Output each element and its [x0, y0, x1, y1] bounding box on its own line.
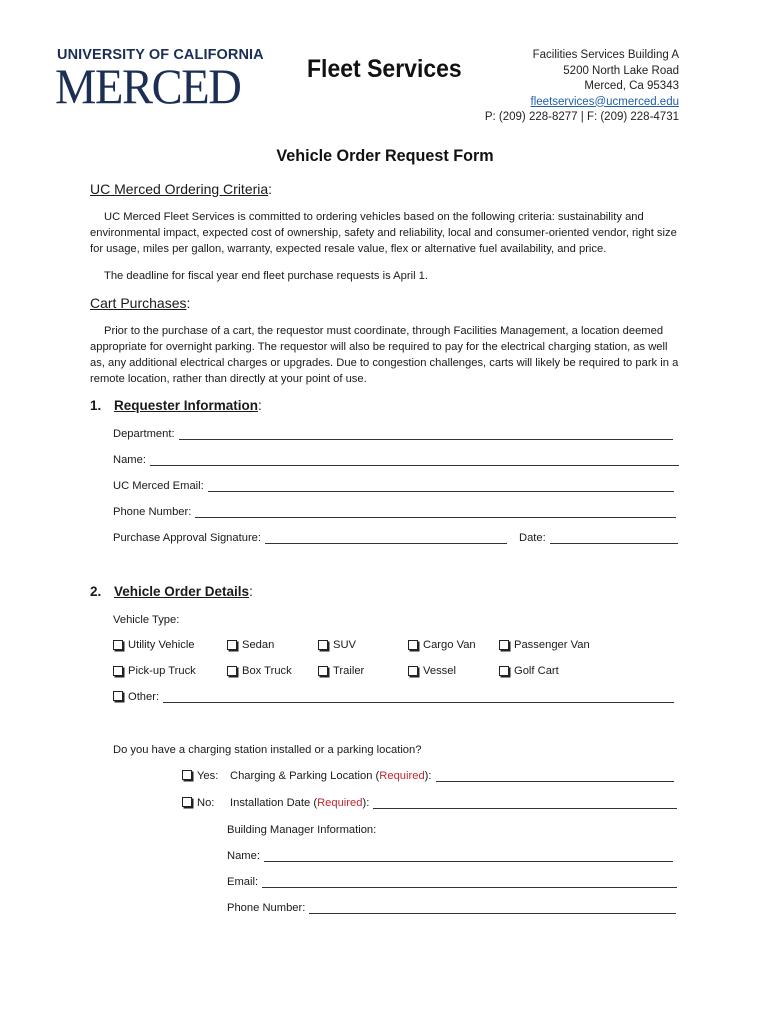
checkbox-icon[interactable] — [113, 691, 123, 701]
criteria-heading: UC Merced Ordering Criteria: — [90, 181, 273, 197]
checkbox-icon — [408, 640, 418, 650]
checkbox-golf-cart[interactable]: Golf Cart — [499, 665, 559, 677]
checkbox-box-truck[interactable]: Box Truck — [227, 665, 292, 677]
name-field[interactable]: Name: — [113, 454, 679, 466]
checkbox-trailer[interactable]: Trailer — [318, 665, 364, 677]
checkbox-icon — [113, 640, 123, 650]
bm-phone-field[interactable]: Phone Number: — [227, 902, 676, 914]
contact-city: Merced, Ca 95343 — [584, 80, 679, 92]
checkbox-sedan[interactable]: Sedan — [227, 639, 274, 651]
building-manager-label: Building Manager Information: — [227, 824, 377, 836]
logo-university-text: UNIVERSITY OF CALIFORNIA — [57, 47, 264, 63]
section2-heading: 2. Vehicle Order Details: — [90, 584, 253, 599]
vehicle-type-label: Vehicle Type: — [113, 614, 180, 626]
contact-email-link[interactable]: fleetservices@ucmerced.edu — [530, 95, 679, 108]
checkbox-icon[interactable] — [182, 797, 192, 807]
department-field[interactable]: Department: — [113, 428, 673, 440]
checkbox-icon — [499, 666, 509, 676]
checkbox-utility-vehicle[interactable]: Utility Vehicle — [113, 639, 195, 651]
checkbox-icon — [408, 666, 418, 676]
signature-field[interactable]: Purchase Approval Signature: — [113, 532, 507, 544]
form-title: Vehicle Order Request Form — [276, 146, 494, 165]
checkbox-icon[interactable] — [182, 770, 192, 780]
checkbox-pickup-truck[interactable]: Pick-up Truck — [113, 665, 196, 677]
page-header-title: Fleet Services — [307, 55, 462, 83]
checkbox-icon — [499, 640, 509, 650]
checkbox-icon — [318, 666, 328, 676]
checkbox-icon — [227, 666, 237, 676]
criteria-paragraph: UC Merced Fleet Services is committed to ordering vehicles based on the following criteria: sustainability and environmental impact, expected cost of ownership, safety and reliability, local and consumer-oriented vendor, right size for usage, miles per gallon, warranty, expected resale value, flex or alternative fuel availability, and price. — [90, 211, 677, 255]
deadline-text: The deadline for fiscal year end fleet purchase requests is April 1. — [104, 270, 428, 282]
section1-heading: 1. Requester Information: — [90, 398, 262, 413]
logo-merced-text: MERCED — [55, 58, 241, 114]
contact-street: 5200 North Lake Road — [563, 64, 679, 77]
checkbox-vessel[interactable]: Vessel — [408, 665, 456, 677]
other-field[interactable]: Other: — [113, 691, 674, 703]
checkbox-suv[interactable]: SUV — [318, 639, 356, 651]
contact-block — [485, 48, 679, 126]
no-installation-field[interactable]: No: Installation Date ( Required ): — [182, 797, 677, 809]
date-field[interactable]: Date: — [519, 532, 678, 544]
email-field[interactable]: UC Merced Email: — [113, 480, 674, 492]
yes-charging-field[interactable]: Yes: Charging & Parking Location ( Required ): — [182, 770, 674, 782]
bm-name-field[interactable]: Name: — [227, 850, 673, 862]
charging-question: Do you have a charging station installed or a parking location? — [113, 744, 422, 756]
cart-paragraph: Prior to the purchase of a cart, the requestor must coordinate, through Facilities Management, a location deemed appropriate for overnight parking. The requestor will also be required to pay for the electrical charging station, as well as, any additional electrical charges or upgrades. Due to congestion challenges, carts will likely be required to park in a remote location, rather than directly at your point of use. — [90, 325, 679, 385]
checkbox-cargo-van[interactable]: Cargo Van — [408, 639, 476, 651]
phone-field[interactable]: Phone Number: — [113, 506, 676, 518]
bm-email-field[interactable]: Email: — [227, 876, 677, 888]
contact-phone: P: (209) 228-8277 | F: (209) 228-4731 — [484, 111, 679, 123]
checkbox-icon — [318, 640, 328, 650]
checkbox-icon — [227, 640, 237, 650]
cart-heading: Cart Purchases: — [90, 295, 191, 311]
checkbox-passenger-van[interactable]: Passenger Van — [499, 639, 590, 651]
contact-building: Facilities Services Building A — [532, 49, 679, 61]
checkbox-icon — [113, 666, 123, 676]
